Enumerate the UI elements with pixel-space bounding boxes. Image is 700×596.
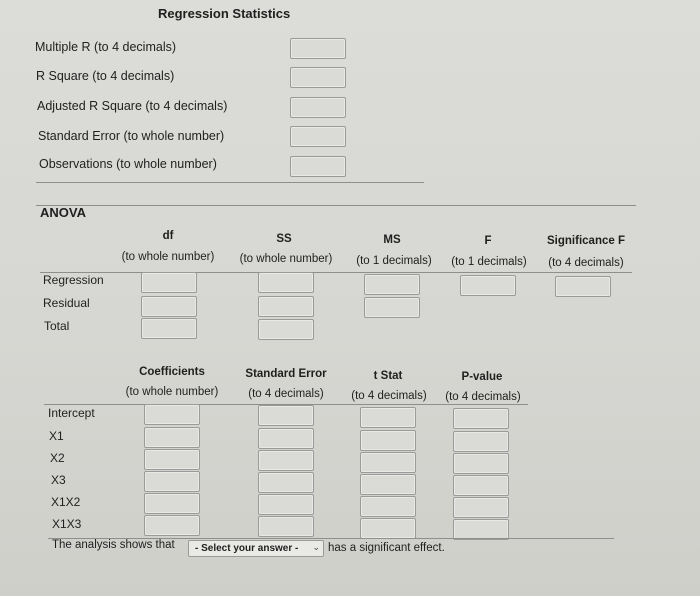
observations-input[interactable]	[290, 156, 346, 177]
anova-row-regression: Regression	[43, 273, 104, 287]
total-ss-input[interactable]	[258, 319, 314, 340]
x1x3-coefficient-input[interactable]	[144, 515, 200, 536]
anova-note-f: (to 1 decimals)	[451, 256, 527, 268]
anova-header-significance-f: Significance F	[547, 235, 625, 247]
x2-t-stat-input[interactable]	[360, 452, 416, 473]
regression-df-input[interactable]	[141, 272, 197, 293]
coef-note-t-stat: (to 4 decimals)	[351, 390, 427, 402]
x1x3-t-stat-input[interactable]	[360, 518, 416, 539]
observations-label: Observations (to whole number)	[39, 157, 217, 171]
x1-t-stat-input[interactable]	[360, 430, 416, 451]
coef-note-standard-error: (to 4 decimals)	[248, 388, 324, 400]
coef-header-standard-error: Standard Error	[245, 368, 327, 380]
intercept-p-value-input[interactable]	[453, 408, 509, 429]
anova-row-total: Total	[44, 319, 70, 333]
total-df-input[interactable]	[141, 318, 197, 339]
anova-row-residual: Residual	[43, 296, 90, 310]
intercept-coefficient-input[interactable]	[144, 404, 200, 425]
coef-row-x1x2: X1X2	[51, 495, 81, 509]
residual-df-input[interactable]	[141, 296, 197, 317]
coef-row-x3: X3	[51, 473, 66, 487]
conclusion-suffix: has a significant effect.	[328, 542, 445, 554]
anova-header-ms: MS	[383, 234, 401, 246]
x1-standard-error-input[interactable]	[258, 428, 314, 449]
x2-coefficient-input[interactable]	[144, 449, 200, 470]
adjusted-r-square-input[interactable]	[290, 97, 346, 118]
intercept-t-stat-input[interactable]	[360, 407, 416, 428]
anova-top-divider	[36, 205, 636, 206]
r-square-label: R Square (to 4 decimals)	[36, 69, 175, 83]
anova-note-df: (to whole number)	[121, 251, 215, 263]
multiple-r-input[interactable]	[290, 38, 346, 59]
x2-standard-error-input[interactable]	[258, 450, 314, 471]
x2-p-value-input[interactable]	[453, 453, 509, 474]
anova-note-ss: (to whole number)	[239, 253, 333, 265]
x3-coefficient-input[interactable]	[144, 471, 200, 492]
x3-standard-error-input[interactable]	[258, 472, 314, 493]
coef-row-x2: X2	[50, 451, 65, 465]
chevron-down-icon: ⌄	[312, 542, 320, 552]
anova-header-df: df	[162, 230, 174, 242]
standard-error-label: Standard Error (to whole number)	[38, 129, 225, 143]
x1x2-t-stat-input[interactable]	[360, 496, 416, 517]
select-value: - Select your answer -	[195, 543, 299, 554]
coef-row-x1x3: X1X3	[52, 517, 82, 531]
coef-note-coefficients: (to whole number)	[125, 386, 219, 398]
coef-row-intercept: Intercept	[48, 406, 95, 420]
regression-ss-input[interactable]	[258, 272, 314, 293]
anova-title: ANOVA	[40, 205, 86, 220]
x1-coefficient-input[interactable]	[144, 427, 200, 448]
x3-t-stat-input[interactable]	[360, 474, 416, 495]
x1x2-coefficient-input[interactable]	[144, 493, 200, 514]
x1x3-standard-error-input[interactable]	[258, 516, 314, 537]
coef-header-coefficients: Coefficients	[139, 366, 205, 378]
residual-ss-input[interactable]	[258, 296, 314, 317]
regression-statistics-title: Regression Statistics	[158, 6, 291, 21]
anova-note-ms: (to 1 decimals)	[356, 255, 432, 267]
anova-header-ss: SS	[276, 233, 292, 245]
regression-statistics-divider	[36, 182, 424, 183]
significant-effect-select[interactable]	[188, 540, 324, 557]
coef-note-p-value: (to 4 decimals)	[445, 391, 521, 403]
residual-ms-input[interactable]	[364, 297, 420, 318]
standard-error-input[interactable]	[290, 126, 346, 147]
intercept-standard-error-input[interactable]	[258, 405, 314, 426]
regression-ms-input[interactable]	[364, 274, 420, 295]
anova-header-f: F	[484, 235, 492, 247]
x1x3-p-value-input[interactable]	[453, 519, 509, 540]
anova-header-divider	[40, 272, 632, 273]
x1x2-p-value-input[interactable]	[453, 497, 509, 518]
regression-f-input[interactable]	[460, 275, 516, 296]
coef-header-t-stat: t Stat	[373, 370, 403, 382]
coef-row-x1: X1	[49, 429, 64, 443]
multiple-r-label: Multiple R (to 4 decimals)	[35, 40, 177, 54]
x1-p-value-input[interactable]	[453, 431, 509, 452]
conclusion-prefix: The analysis shows that	[52, 539, 175, 551]
coef-header-p-value: P-value	[461, 371, 503, 383]
r-square-input[interactable]	[290, 67, 346, 88]
x3-p-value-input[interactable]	[453, 475, 509, 496]
x1x2-standard-error-input[interactable]	[258, 494, 314, 515]
regression-significance-f-input[interactable]	[555, 276, 611, 297]
adjusted-r-square-label: Adjusted R Square (to 4 decimals)	[37, 99, 228, 113]
anova-note-significance-f: (to 4 decimals)	[548, 257, 624, 269]
